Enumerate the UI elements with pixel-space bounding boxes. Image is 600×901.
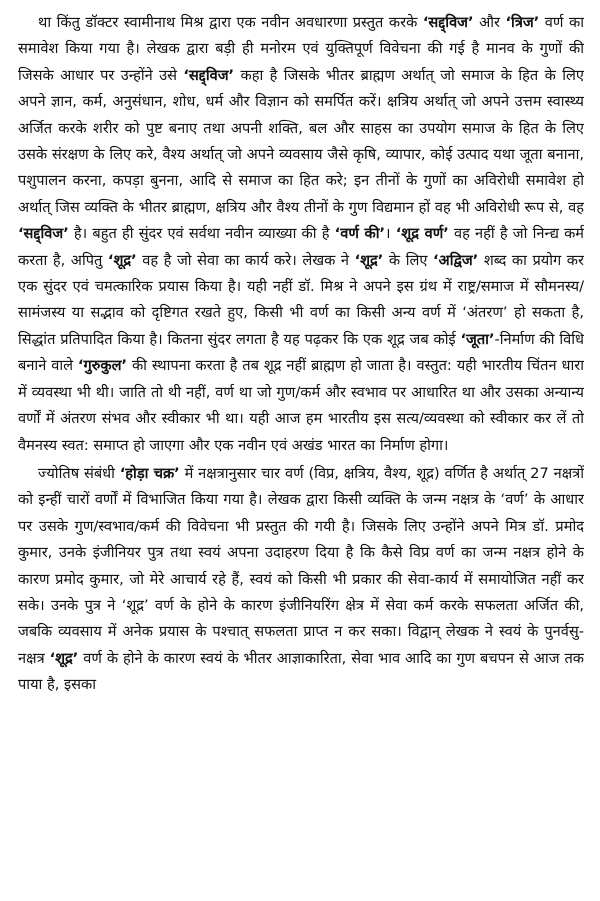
emphasized-term: ‘शूद्र’ bbox=[107, 251, 137, 269]
text-run: में नक्षत्रानुसार चार वर्ण (विप्र, क्षत्रिय, वैश्य, शूद्र) वर्णित है अर्थात् 27 नक्षत्रों को इन्हीं चारों वर्णों में विभाजित किया गया है। लेखक द्वारा किसी व्यक्ति के जन्म नक्षत्र के ‘वर्ण’ के आधार पर उसके गुण/स्वभाव/कर्म की विवेचना भी प्रस्तुत की गयी है। जिसके लिए उन्होंने अपने मित्र डॉ. प्रमोद कुमार, उनके इंजीनियर पुत्र तथा स्वयं अपना उदाहरण दिया है कि कैसे विप्र वर्ण का जन्म नक्षत्र होने के कारण प्रमोद कुमार, जो मेरे आचार्य रहे हैं, स्वयं को किसी भी प्रकार की सेवा-कार्य में समायोजित नहीं कर सके। उनके पुत्र ने ‘शूद्र’ वर्ण के होने के कारण इंजीनियरिंग क्षेत्र में सेवा कर्म करके सफलता अर्जित की, जबकि व्यवसाय में अनेक प्रयास के पश्चात् सफलता प्राप्त न कर सका। विद्वान् लेखक ने स्वयं के पुनर्वसु-नक्षत्र bbox=[18, 464, 584, 667]
text-run: वर्ण के होने के कारण स्वयं के भीतर आज्ञाकारिता, सेवा भाव आदि का गुण बचपन से आज तक पाया है, इसका bbox=[18, 649, 584, 694]
text-run: था किंतु डॉक्टर स्वामीनाथ मिश्र द्वारा एक नवीन अवधारणा प्रस्तुत करके bbox=[38, 14, 423, 31]
text-run: शब्द का प्रयोग कर एक सुंदर एवं चमत्कारिक प्रयास किया है। यही नहीं डॉ. मिश्र ने अपने इस ग्रंथ में राष्ट्र/समाज में सौमनस्य/सामंजस्य या सद्भाव को दृष्टिगत रखते हुए, किसी भी वर्ण का किसी अन्य वर्ण में ‘अंतरण’ हो सकता है, सिद्धांत प्रतिपादित किया है। कितना सुंदर लगता है यह पढ़कर कि एक शूद्र जब कोई bbox=[18, 251, 584, 348]
emphasized-term: ‘सद्द्विज’ bbox=[422, 14, 474, 31]
emphasized-term: ‘जूता’ bbox=[460, 330, 495, 348]
emphasized-term: ‘त्रिज’ bbox=[505, 14, 540, 31]
emphasized-term: ‘सद्द्विज’ bbox=[183, 66, 235, 84]
emphasized-term: ‘वर्ण की’ bbox=[334, 225, 386, 243]
text-run: है। बहुत ही सुंदर एवं सर्वथा नवीन व्याख्या की है bbox=[68, 225, 335, 243]
text-run: के लिए bbox=[383, 251, 434, 269]
emphasized-term: ‘शूद्र’ bbox=[49, 649, 79, 667]
emphasized-term: ‘शूद्र वर्ण’ bbox=[395, 225, 449, 243]
text-run: ज्योतिष संबंधी bbox=[38, 464, 120, 482]
document-page bbox=[18, 10, 584, 895]
text-run: की स्थापना करता है तब शूद्र नहीं ब्राह्मण हो जाता है। वस्तुत: यही भारतीय चिंतन धारा में व्यवस्था भी थी। जाति तो थी नहीं, वर्ण था जो गुण/कर्म और स्वभाव पर आधारित था और उसका अन्यान्य वर्णों में अंतरण संभव और स्वीकार भी था। यही आज हम भारतीय इस सत्य/व्यवस्था को स्वीकार कर लें तो वैमनस्य स्वत: समाप्त हो जाएगा और एक नवीन एवं अखंड भारत का निर्माण होगा। bbox=[18, 357, 584, 454]
text-run: वह है जो सेवा का कार्य करे। लेखक ने bbox=[136, 251, 355, 269]
text-run: और bbox=[473, 14, 506, 31]
text-run: । bbox=[385, 225, 396, 243]
text-run: वह नहीं है जो निन्द्य कर्म करता है, अपितु bbox=[18, 225, 584, 269]
emphasized-term: ‘सद्द्विज’ bbox=[18, 225, 69, 243]
emphasized-term: ‘गुरुकुल’ bbox=[77, 357, 128, 375]
text-run: -निर्माण की विधि बनाने वाले bbox=[18, 330, 584, 375]
text-run: कहा है जिसके भीतर ब्राह्मण अर्थात् जो समाज के हित के लिए अपने ज्ञान, कर्म, अनुसंधान, शोध, धर्म और विज्ञान को समर्पित करें। क्षत्रिय अर्थात् जो अपने उत्तम स्वास्थ्य अर्जित करके शरीर को पुष्ट बनाए तथा अपनी शक्ति, बल और साहस का उपयोग समाज के हित के लिए उसके संरक्षण के लिए करे, वैश्य अर्थात् जो अपने व्यवसाय जैसे कृषि, व्यापार, कोई उत्पाद यथा जूता बनाना, पशुपालन करना, कपड़ा बुनना, आदि से समाज का हित करे; इन तीनों के गुणों का अविरोधी समावेश हो अर्थात् जिस व्यक्ति के भीतर ब्राह्मण, क्षत्रिय और वैश्य तीनों के गुण विद्यमान हों वह भी अविरोधी रूप से, वह bbox=[18, 66, 584, 216]
emphasized-term: ‘होड़ा चक्र’ bbox=[119, 464, 180, 482]
paragraph-hoda-chakra bbox=[18, 461, 584, 699]
paragraph-varna-concept bbox=[18, 10, 584, 459]
text-run: वर्ण का समावेश किया गया है। लेखक द्वारा बड़ी ही मनोरम एवं युक्तिपूर्ण विवेचना की गई है मानव के गुणों की जिसके आधार पर उन्होंने उसे bbox=[18, 14, 584, 84]
emphasized-term: ‘अद्विज’ bbox=[433, 251, 479, 269]
emphasized-term: ‘शूद्र’ bbox=[354, 251, 384, 269]
